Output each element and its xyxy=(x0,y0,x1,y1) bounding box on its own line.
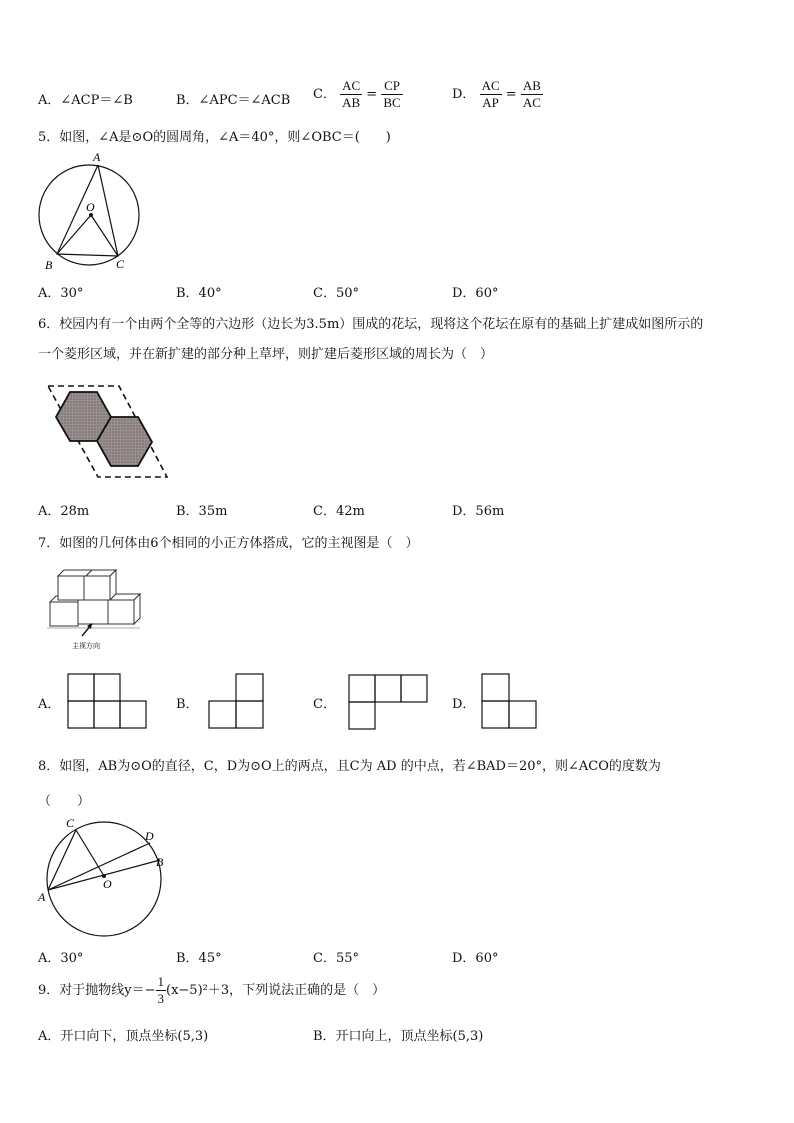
q5-circle-figure xyxy=(30,148,150,273)
q5-label-o: O xyxy=(86,200,95,214)
q6-rhombus-figure xyxy=(40,380,180,480)
q9-frac-den: 3 xyxy=(157,991,165,1006)
q8-label-d: D xyxy=(145,829,154,843)
q5-option-d: D．60° xyxy=(452,286,499,301)
q9-option-b: B．开口向上，顶点坐标(5,3) xyxy=(313,1029,484,1044)
q4d-num1: AC xyxy=(481,78,500,93)
q8-segment-co xyxy=(76,830,104,876)
q7-option-a: A． xyxy=(38,697,61,712)
q7-stem: 7．如图的几何体由6个相同的小正方体搭成，它的主视图是（ ） xyxy=(38,536,419,551)
q9-frac-num: 1 xyxy=(157,974,165,989)
q4c-num2: CP xyxy=(381,78,402,95)
q7-option-c: C． xyxy=(313,697,336,712)
q6-option-c: C．42m xyxy=(313,504,365,519)
q4c-den2: BC xyxy=(383,95,401,110)
q8-label-a: A xyxy=(38,890,46,904)
q4c-eq: = xyxy=(366,87,378,102)
q4d-num2: AB xyxy=(522,78,541,93)
q9-stem-prefix: 9．对于抛物线y＝− xyxy=(38,983,156,998)
q5-option-b: B．40° xyxy=(176,286,222,301)
q5-stem: 5．如图，∠A是⊙O的圆周角，∠A＝40°，则∠OBC＝( ) xyxy=(38,130,391,145)
q8-circle-figure xyxy=(34,815,174,940)
q5-segment-ob xyxy=(57,215,91,254)
q8-option-b: B．45° xyxy=(176,951,222,966)
q6-option-a: A．28m xyxy=(38,504,90,519)
q4-option-c xyxy=(313,78,403,111)
q4-option-c-label: C． xyxy=(313,87,336,102)
q9-stem-suffix: (x−5)²＋3，下列说法正确的是（ ） xyxy=(166,983,386,998)
q7-view-d xyxy=(481,673,539,729)
q9-option-a: A．开口向下，顶点坐标(5,3) xyxy=(38,1029,209,1044)
q8-option-a: A．30° xyxy=(38,951,84,966)
q8-line2: （ ） xyxy=(38,794,91,809)
q8-label-c: C xyxy=(66,816,75,830)
q8-line1: 8．如图，AB为⊙O的直径，C，D为⊙O上的两点，且C为 AD 的中点，若∠BAD＝20°，则∠ACO的度数为 xyxy=(38,759,661,774)
q8-label-b: B xyxy=(156,855,164,869)
q6-option-b: B．35m xyxy=(176,504,228,519)
q7-view-a xyxy=(67,673,149,729)
q5-label-c: C xyxy=(116,257,125,271)
q4-option-d-label: D． xyxy=(452,87,476,102)
q4-option-d xyxy=(452,78,543,111)
q7-view-c xyxy=(348,674,430,730)
q5-option-c: C．50° xyxy=(313,286,359,301)
q6-line1: 6．校园内有一个由两个全等的六边形（边长为3.5m）围成的花坛，现将这个花坛在原有的基础上扩建成如图所示的 xyxy=(38,317,704,332)
q8-option-d: D．60° xyxy=(452,951,499,966)
q7-cube-stack-figure xyxy=(44,566,144,652)
q4d-den2: AC xyxy=(522,95,541,110)
q5-option-a: A．30° xyxy=(38,286,84,301)
q7-arrow-label: 主视方向 xyxy=(72,642,100,650)
q4c-den1: AB xyxy=(342,95,361,110)
q4-option-b: B．∠APC＝∠ACB xyxy=(176,93,291,108)
q6-line2: 一个菱形区域，并在新扩建的部分种上草坪，则扩建后菱形区域的周长为（ ） xyxy=(38,347,494,362)
q5-label-a: A xyxy=(93,150,101,164)
q4c-num1: AC xyxy=(342,78,361,93)
q6-option-d: D．56m xyxy=(452,504,505,519)
q4d-eq: = xyxy=(505,87,517,102)
q9-stem xyxy=(38,974,385,1007)
q8-option-c: C．55° xyxy=(313,951,359,966)
q8-chord-ac xyxy=(48,830,76,890)
q5-label-b: B xyxy=(45,258,53,272)
q7-option-d: D． xyxy=(452,697,476,712)
q4d-den1: AP xyxy=(482,95,499,110)
q4-option-a: A．∠ACP＝∠B xyxy=(38,93,133,108)
q8-label-o: O xyxy=(103,877,112,891)
q7-option-b: B． xyxy=(176,697,199,712)
q7-view-b xyxy=(208,673,266,729)
